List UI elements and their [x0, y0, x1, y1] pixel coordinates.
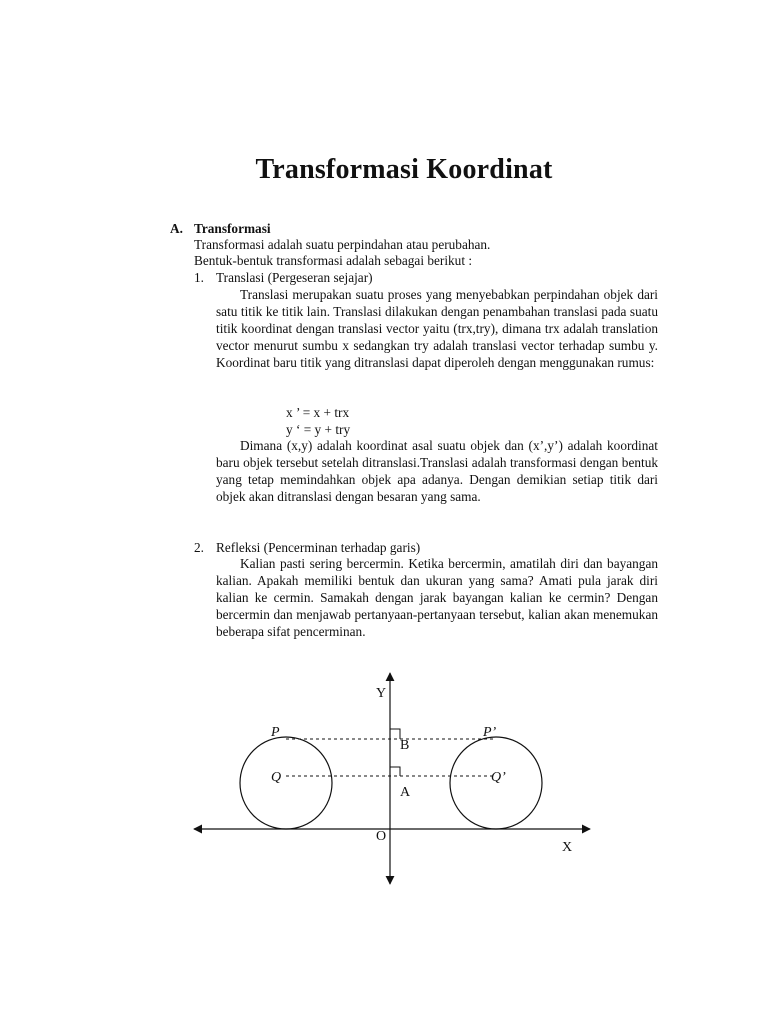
list-item-number: 2.: [194, 540, 204, 555]
original-circle: [240, 737, 332, 829]
right-angle-mark-a: [390, 767, 400, 776]
section-intro-line: Bentuk-bentuk transformasi adalah sebagai berikut :: [194, 253, 473, 268]
section-intro-line: Transformasi adalah suatu perpindahan atau perubahan.: [194, 237, 491, 252]
right-angle-mark-b: [390, 729, 400, 739]
paragraph: Translasi merupakan suatu proses yang menyebabkan perpindahan objek dari satu titik ke titik lain. Translasi dilakukan dengan penambahan translasi pada suatu titik koordinat dengan translasi vector yaitu (trx,try), dimana trx adalah translation vector menurut sumbu x sedangkan try adalah translasi vector terhadap sumbu y. Koordinat baru titik yang ditranslasi dapat diperoleh dengan menggunakan rumus:: [216, 287, 658, 370]
list-item-number: 1.: [194, 270, 204, 285]
y-axis-label: Y: [376, 686, 387, 701]
formula: x ’ = x + trx: [286, 405, 350, 420]
point-q-label: Q: [271, 770, 282, 785]
section-letter: A.: [170, 221, 183, 236]
formula: y ‘ = y + try: [286, 422, 351, 437]
point-p-prime-label: P’: [483, 725, 497, 740]
origin-label: O: [376, 829, 387, 844]
x-axis-label: X: [562, 840, 573, 855]
paragraph: Dimana (x,y) adalah koordinat asal suatu objek dan (x’,y’) adalah koordinat baru objek tersebut setelah ditranslasi.Translasi adalah transformasi dengan bentuk yang tetap memindahkan objek apa adanya. Dengan demikian setiap titik dari objek akan ditranslasi dengan besaran yang sama.: [216, 438, 658, 504]
section-heading: Transformasi: [194, 221, 271, 236]
list-item-heading: Refleksi (Pencerminan terhadap garis): [216, 540, 421, 555]
page-title: Transformasi Koordinat: [255, 154, 553, 185]
paragraph: Kalian pasti sering bercermin. Ketika bercermin, amatilah diri dan bayangan kalian. Apakah memiliki bentuk dan ukuran yang sama? Amati pula jarak diri kalian ke cermin. Samakah dengan jarak bayangan kalian ke cermin? Dengan bercermin dan menjawab pertanyaan-pertanyaan tersebut, kalian akan menemukan beberapa sifat pencerminan.: [216, 556, 658, 639]
point-b-label: B: [400, 738, 410, 753]
point-p-label: P: [271, 725, 280, 740]
point-a-label: A: [400, 785, 411, 800]
point-q-prime-label: Q’: [491, 770, 506, 785]
list-item-heading: Translasi (Pergeseran sejajar): [216, 270, 373, 285]
